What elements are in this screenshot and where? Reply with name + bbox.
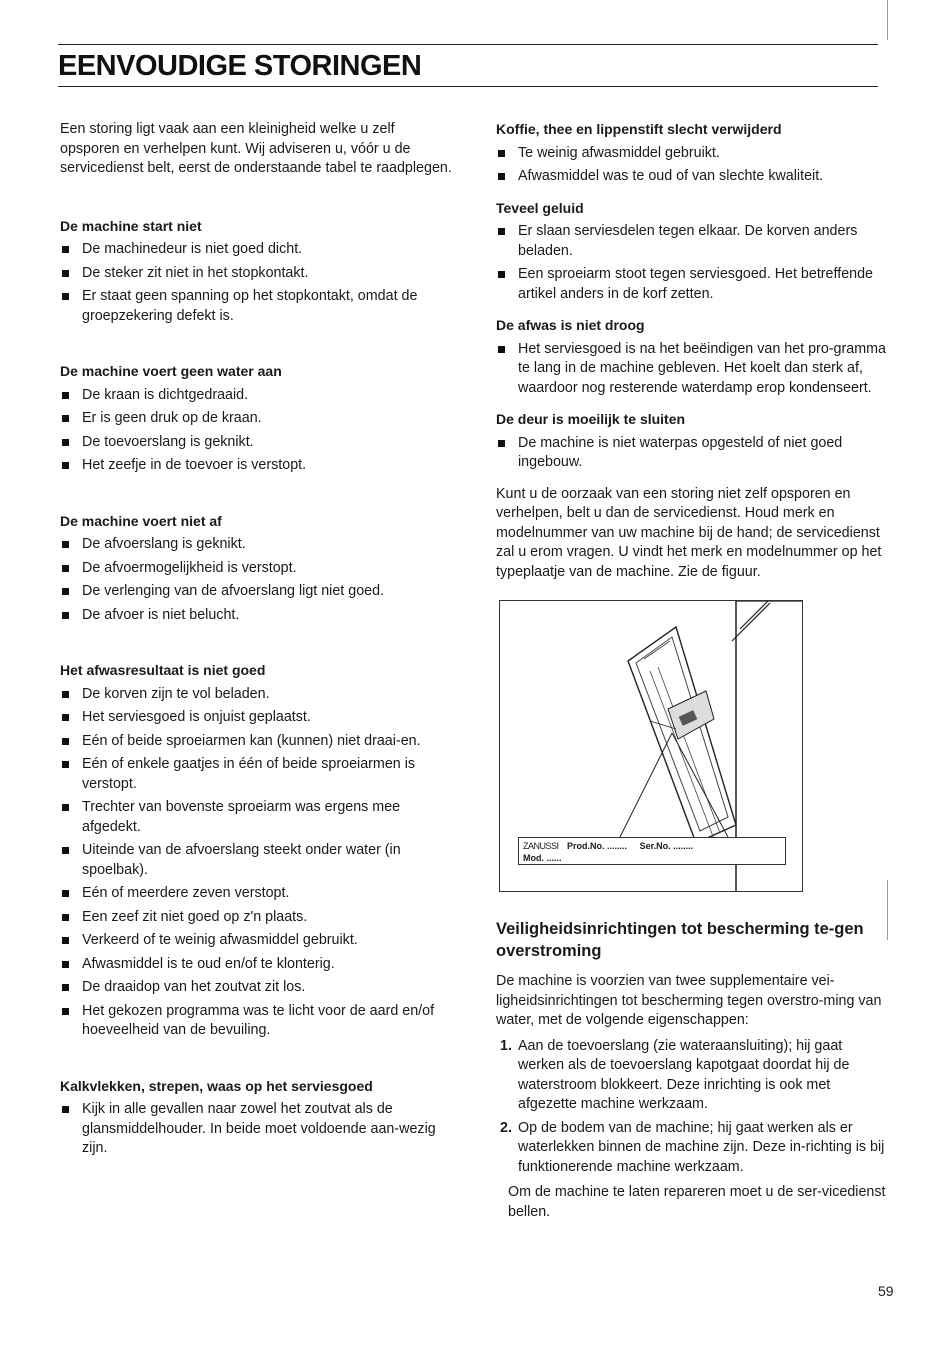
section-heading: Kalkvlekken, strepen, waas op het serviesgoed xyxy=(60,1077,373,1094)
section-heading: Koffie, thee en lippenstift slecht verwijderd xyxy=(496,121,782,137)
cause-list xyxy=(496,144,891,187)
trouble-section xyxy=(60,362,456,476)
type-plate xyxy=(518,837,786,865)
cause-item: De afvoer is niet belucht. xyxy=(60,606,456,626)
cause-item: De korven zijn te vol beladen. xyxy=(60,685,456,705)
right-column xyxy=(496,120,891,1240)
safety-heading: Veiligheidsinrichtingen tot bescherming te-gen overstroming xyxy=(496,920,864,960)
safety-item xyxy=(496,1119,891,1178)
safety-item xyxy=(496,1037,891,1115)
cause-item: De draaidop van het zoutvat zit los. xyxy=(60,978,456,998)
safety-item-text: Aan de toevoerslang (zie wateraansluiting); hij gaat werken als de toevoerslang kapotgaat doordat hij de waterstroom blokkeert. Deze inrichting is ook met afgezette machine werkzaam. xyxy=(518,1037,850,1112)
cause-item: Er staat geen spanning op het stopkontakt, omdat de groepzekering defekt is. xyxy=(60,287,456,326)
cause-item: Het zeefje in de toevoer is verstopt. xyxy=(60,456,456,476)
cause-item: Er slaan serviesdelen tegen elkaar. De korven anders beladen. xyxy=(496,222,891,261)
cause-item: Kijk in alle gevallen naar zowel het zoutvat als de glansmiddelhouder. In beide moet voldoende aan-wezig zijn. xyxy=(60,1100,456,1159)
cause-list xyxy=(60,240,456,326)
cause-item: Afwasmiddel was te oud of van slechte kwaliteit. xyxy=(496,167,891,187)
cause-list xyxy=(496,340,891,399)
trouble-section xyxy=(60,217,456,327)
cause-item: De toevoerslang is geknikt. xyxy=(60,433,456,453)
cause-item: Een sproeiarm stoot tegen serviesgoed. Het betreffende artikel anders in de korf zetten. xyxy=(496,265,891,304)
section-heading: De machine voert niet af xyxy=(60,512,222,529)
trouble-section xyxy=(60,512,456,626)
section-heading: De deur is moeilijk te sluiten xyxy=(496,411,686,427)
safety-closing: Om de machine te laten repareren moet u de ser-vicedienst bellen. xyxy=(508,1184,886,1220)
scan-edge-mark xyxy=(887,0,888,40)
cause-list xyxy=(60,685,456,1041)
cause-item: Eén of beide sproeiarmen kan (kunnen) niet draai-en. xyxy=(60,732,456,752)
section-heading: Het afwasresultaat is niet goed xyxy=(60,662,266,678)
cause-item: Afwasmiddel is te oud en/of te klonterig. xyxy=(60,955,456,975)
safety-item-number: 2. xyxy=(500,1119,512,1136)
scan-edge-mark xyxy=(887,880,888,940)
cause-item: De afvoermogelijkheid is verstopt. xyxy=(60,559,456,579)
section-heading: De afwas is niet droog xyxy=(496,317,645,333)
cause-list xyxy=(60,386,456,476)
safety-item-text: Op de bodem van de machine; hij gaat werken als er waterlekken binnen de machine zijn. Deze in-richting is bij funktionerende machine werkzaam. xyxy=(518,1119,885,1175)
right-sections xyxy=(496,120,891,473)
cause-item: De steker zit niet in het stopkontakt. xyxy=(60,264,456,284)
cause-item: De kraan is dichtgedraaid. xyxy=(60,386,456,406)
trouble-section xyxy=(60,661,456,1041)
safety-list xyxy=(496,1037,891,1178)
ser-no-label: Ser.No. ........ xyxy=(639,841,694,851)
cause-list xyxy=(60,535,456,625)
intro-paragraph: Een storing ligt vaak aan een kleinigheid welke u zelf opsporen en verhelpen kunt. Wij adviseren u, vóór u de servicedienst belt, eerst de onderstaande tabel te raadplegen. xyxy=(60,121,452,176)
cause-item: Het serviesgoed is onjuist geplaatst. xyxy=(60,708,456,728)
mod-label: Mod. ...... xyxy=(523,853,562,863)
cause-item: Eén of meerdere zeven verstopt. xyxy=(60,884,456,904)
cause-item: Een zeef zit niet goed op z'n plaats. xyxy=(60,908,456,928)
trouble-section xyxy=(496,120,891,187)
section-heading: De machine voert geen water aan xyxy=(60,363,282,379)
cause-item: Uiteinde van de afvoerslang steekt onder water (in spoelbak). xyxy=(60,841,456,880)
left-sections xyxy=(60,217,456,1159)
cause-item: De machine is niet waterpas opgesteld of niet goed ingebouw. xyxy=(496,434,891,473)
cause-item: De machinedeur is niet goed dicht. xyxy=(60,240,456,260)
cause-item: De afvoerslang is geknikt. xyxy=(60,535,456,555)
cause-item: Eén of enkele gaatjes in één of beide sproeiarmen is verstopt. xyxy=(60,755,456,794)
trouble-section xyxy=(496,199,891,305)
trouble-section xyxy=(496,410,891,473)
prod-no-label: Prod.No. ........ xyxy=(567,841,628,851)
safety-intro: De machine is voorzien van twee supplementaire vei-ligheidsinrichtingen tot bescherming tegen overstro-ming van water, met de volgende eigenschappen: xyxy=(496,973,882,1028)
section-heading: De machine start niet xyxy=(60,217,202,234)
cause-item: Er is geen druk op de kraan. xyxy=(60,409,456,429)
cause-item: De verlenging van de afvoerslang ligt niet goed. xyxy=(60,582,456,602)
safety-item-number: 1. xyxy=(500,1037,512,1054)
cause-item: Te weinig afwasmiddel gebruikt. xyxy=(496,144,891,164)
cause-item: Het serviesgoed is na het beëindigen van het pro-gramma te lang in de machine gebleven. Het koelt dan sterk af, waardoor nog resterende waterdamp erop kondenseert. xyxy=(496,340,891,399)
type-plate-figure xyxy=(499,600,803,892)
cause-list xyxy=(496,434,891,473)
brand-logo: ZANUSSI xyxy=(523,841,559,851)
cause-list xyxy=(496,222,891,304)
page-number: 59 xyxy=(878,1283,894,1299)
cause-list xyxy=(60,1100,456,1159)
trouble-section xyxy=(496,316,891,398)
section-heading: Teveel geluid xyxy=(496,199,584,216)
page-title: EENVOUDIGE STORINGEN xyxy=(58,50,422,82)
header-rule-top xyxy=(58,44,878,45)
left-column xyxy=(60,120,456,1195)
cause-item: Verkeerd of te weinig afwasmiddel gebruikt. xyxy=(60,931,456,951)
service-paragraph: Kunt u de oorzaak van een storing niet zelf opsporen en verhelpen, belt u dan de servicedienst. Houd merk en modelnummer van uw machine bij de hand; de servicedienst zal u erom vragen. U vindt het merk en modelnummer op het typeplaatje van de machine. Zie de figuur. xyxy=(496,485,882,580)
trouble-section xyxy=(60,1077,456,1159)
cause-item: Trechter van bovenste sproeiarm was ergens mee afgedekt. xyxy=(60,798,456,837)
header-rule-bottom xyxy=(58,86,878,87)
cause-item: Het gekozen programma was te licht voor de aard en/of hoeveelheid van de bevuiling. xyxy=(60,1002,456,1041)
